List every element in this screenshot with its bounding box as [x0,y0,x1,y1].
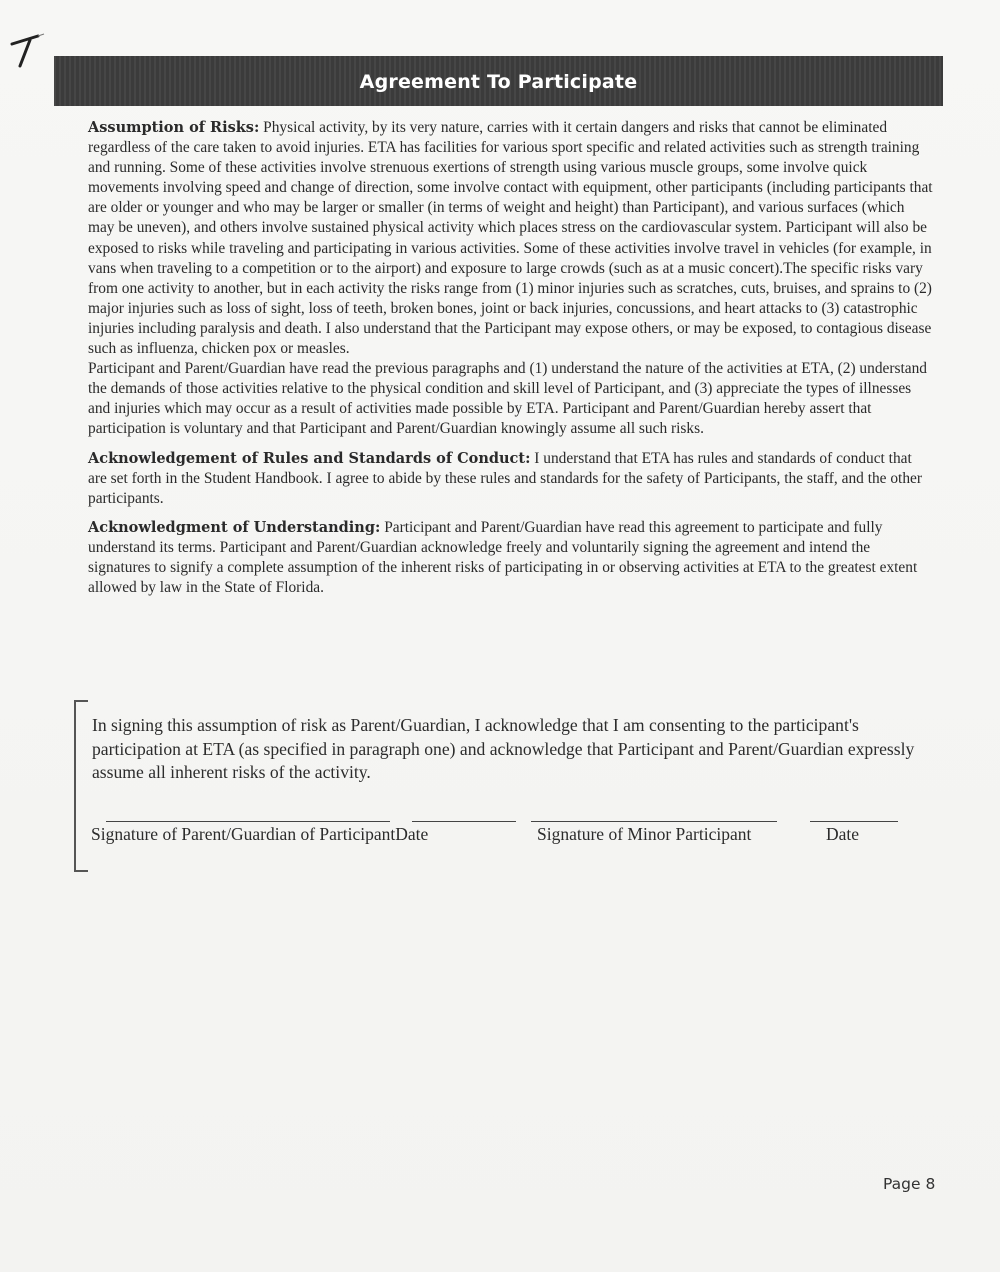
understanding-heading: Acknowledgment of Understanding: [88,518,381,536]
assumption-paragraph-2 [88,359,933,439]
understanding-paragraph [88,518,933,598]
title-banner [54,56,943,106]
rules-paragraph [88,449,933,489]
parent-date-line[interactable] [412,821,516,822]
understanding-text: Participant and Parent/Guardian have read this agreement to participate and fully understand its terms. Participant and Parent/Guardian acknowledge freely and voluntarily signing the agreement and intend the signatures to signify a complete assumption of the inherent risks of participating in or observing activities at ETA to the greatest extent allowed by law in the State of Florida. [88,518,918,597]
assumption-text-2: Participant and Parent/Guardian have read the previous paragraphs and (1) understand the nature of the activities at ETA, (2) understand the demands of those activities relative to the physical condition and skill level of Participant, and (3) appreciate the types of illnesses and injuries which may occur as a result of activities made possible by ETA. Participant and Parent/Guardian hereby assert that participation is voluntary and that Participant and Parent/Guardian knowingly assume all such risks. [88,360,927,438]
parent-signature-line[interactable] [106,821,390,822]
rules-text: I understand that ETA has rules and standards of conduct that are set forth in the Student Handbook. I agree to abide by these rules and standards for the safety of Participants, the staff, and the other [88,449,922,487]
page-title: Agreement To Participate [359,71,638,93]
agreement-body [88,118,933,598]
minor-date-line[interactable] [810,821,898,822]
assumption-paragraph [88,118,933,359]
consent-bracket [74,700,88,872]
parent-signature-label: Signature of Parent/Guardian of ParticipantDate [91,824,429,844]
minor-signature-line[interactable] [531,821,777,822]
consent-statement: In signing this assumption of risk as Parent/Guardian, I acknowledge that I am consenting to the participant's participation at ETA (as specified in paragraph one) and acknowledge that Participant and Parent/Guardian expressly assume all inherent risks of the activity. [92,715,915,782]
minor-date-label: Date [826,824,860,844]
assumption-text: Physical activity, by its very nature, carries with it certain dangers and risks that cannot be eliminated regardless of the care taken to avoid injuries. ETA has facilities for various sport specific and related activities such as strength training and running. Some of these activities involve strenuous exertions of strength using various muscle groups, some involve quick movements involving speed and change of direction, some involve contact with equipment, other participants (including participants that are older or younger and who may be larger or smaller (in terms of weight and height) than Participant), and various surfaces (which may be uneven), and others involve sustained physical activity which places stress on the cardiovascular system. Participant will also be exposed to risks while traveling and participating in various activities. Some of these activities involve travel in vehicles (for example, in vans when traveling to a competition or to the airport) and exposure to large crowds (such as at a music concert).The specific risks vary from one activity to another, but in each activity the risks range from (1) minor injuries such as scratches, cuts, bruises, and sprains to (2) major injuries such as loss of sight, loss of teeth, broken bones, joint or back injuries, concussions, and heart attacks to (3) catastrophic injuries including paralysis and death. I also understand that the Participant may expose others, or may be exposed, to contagious disease such as influenza, chicken pox or measles. [88,119,933,358]
assumption-heading: Assumption of Risks: [88,119,260,136]
rules-paragraph-2 [88,489,933,509]
rules-heading: Acknowledgement of Rules and Standards of Conduct: [88,449,531,467]
rules-text-2: participants. [88,489,164,507]
minor-signature-label: Signature of Minor Participant [537,824,752,844]
handwritten-mark-icon [8,32,50,72]
page-number: Page 8 [883,1175,936,1193]
